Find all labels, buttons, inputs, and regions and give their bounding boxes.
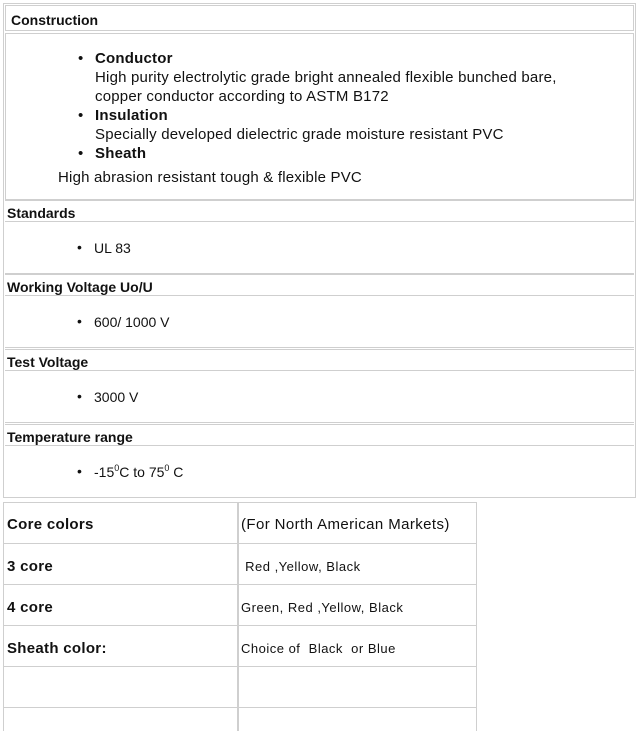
table-cell: Red ,Yellow, Black [238, 543, 477, 585]
table-cell: Choice of Black or Blue [238, 625, 477, 667]
item-heading: Sheath [95, 145, 147, 162]
standards-header [5, 200, 634, 222]
item-description: copper conductor according to ASTM B172 [95, 88, 389, 105]
list-item-insulation [6, 106, 557, 144]
item-description: Specially developed dielectric grade moisture resistant PVC [95, 126, 504, 143]
table-cell: 4 core [3, 584, 238, 626]
spec-table [3, 3, 636, 498]
test-voltage-body [5, 370, 634, 423]
test-voltage-value: 3000 V [94, 389, 139, 405]
construction-list [6, 49, 557, 163]
list-item-conductor [6, 49, 557, 106]
temperature-title: Temperature range [7, 429, 133, 445]
construction-title: Construction [11, 12, 99, 28]
bullet-icon: • [78, 50, 84, 67]
table-cell: (For North American Markets) [238, 502, 477, 544]
table-cell: Green, Red ,Yellow, Black [238, 584, 477, 626]
working-voltage-value: 600/ 1000 V [94, 314, 170, 330]
table-cell: Sheath color: [3, 625, 238, 667]
table-cell [238, 707, 477, 731]
bullet-icon: • [78, 145, 84, 162]
list-item-sheath [6, 144, 557, 163]
table-cell [238, 666, 477, 708]
construction-header [5, 5, 634, 31]
table-cell: 3 core [3, 543, 238, 585]
working-voltage-header [5, 274, 634, 296]
bullet-icon: • [77, 239, 82, 255]
bullet-icon: • [78, 107, 84, 124]
table-cell [3, 666, 238, 708]
bullet-icon: • [77, 463, 82, 479]
bullet-icon: • [77, 313, 82, 329]
bullet-icon: • [77, 388, 82, 404]
sheath-description: High abrasion resistant tough & flexible PVC [58, 169, 362, 186]
item-heading: Insulation [95, 107, 168, 124]
item-heading: Conductor [95, 50, 173, 67]
temperature-value: $-15^0C$ to $75^0$ C [94, 463, 184, 480]
test-voltage-header [5, 349, 634, 371]
table-cell [3, 707, 238, 731]
table-cell: Core colors [3, 502, 238, 544]
temperature-body [5, 445, 634, 498]
working-voltage-title: Working Voltage Uo/U [7, 279, 153, 295]
test-voltage-title: Test Voltage [7, 354, 89, 370]
standards-value: UL 83 [94, 240, 131, 256]
temperature-header [5, 424, 634, 446]
standards-title: Standards [7, 205, 76, 221]
core-colors-table [3, 502, 477, 731]
item-description: High purity electrolytic grade bright annealed flexible bunched bare, [95, 69, 557, 86]
construction-body [5, 33, 634, 200]
standards-body [5, 221, 634, 274]
working-voltage-body [5, 295, 634, 348]
